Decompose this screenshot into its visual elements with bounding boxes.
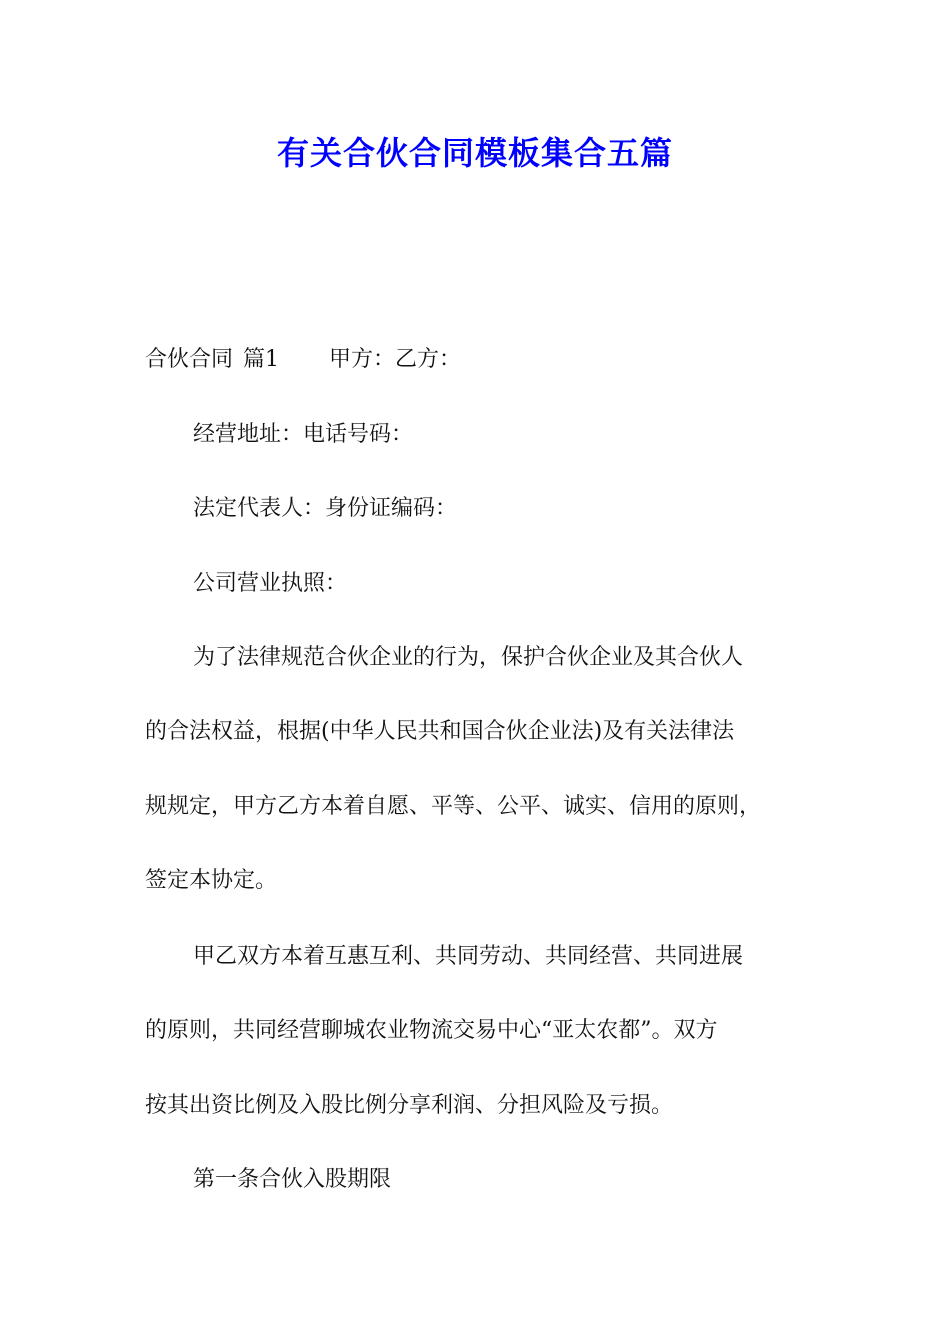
paragraph-address: 经营地址：电话号码： bbox=[193, 422, 414, 447]
paragraph-principle-line-3: 按其出资比例及入股比例分享利润、分担风险及亏损。 bbox=[145, 1093, 674, 1118]
article-heading: 第一条合伙入股期限 bbox=[193, 1167, 392, 1192]
paragraph-purpose-line-4: 签定本协定。 bbox=[145, 868, 278, 893]
contract-header-line bbox=[145, 345, 845, 375]
paragraph-purpose-line-2: 的合法权益，根据(中华人民共和国合伙企业法)及有关法律法 bbox=[145, 719, 735, 744]
contract-part-number: 篇1 bbox=[243, 347, 280, 372]
paragraph-representative: 法定代表人：身份证编码： bbox=[193, 496, 458, 521]
paragraph-principle-line-2: 的原则，共同经营聊城农业物流交易中心“亚太农都”。双方 bbox=[145, 1018, 718, 1043]
paragraph-purpose-line-1: 为了法律规范合伙企业的行为，保护合伙企业及其合伙人 bbox=[193, 645, 744, 670]
contract-label: 合伙合同 bbox=[145, 347, 234, 372]
document-title: 有关合伙合同模板集合五篇 bbox=[276, 134, 673, 172]
contract-parties: 甲方：乙方： bbox=[329, 347, 462, 372]
paragraph-license: 公司营业执照： bbox=[193, 571, 348, 596]
paragraph-principle-line-1: 甲乙双方本着互惠互利、共同劳动、共同经营、共同进展 bbox=[193, 944, 744, 969]
paragraph-purpose-line-3: 规规定，甲方乙方本着自愿、平等、公平、诚实、信用的原则， bbox=[145, 794, 762, 819]
